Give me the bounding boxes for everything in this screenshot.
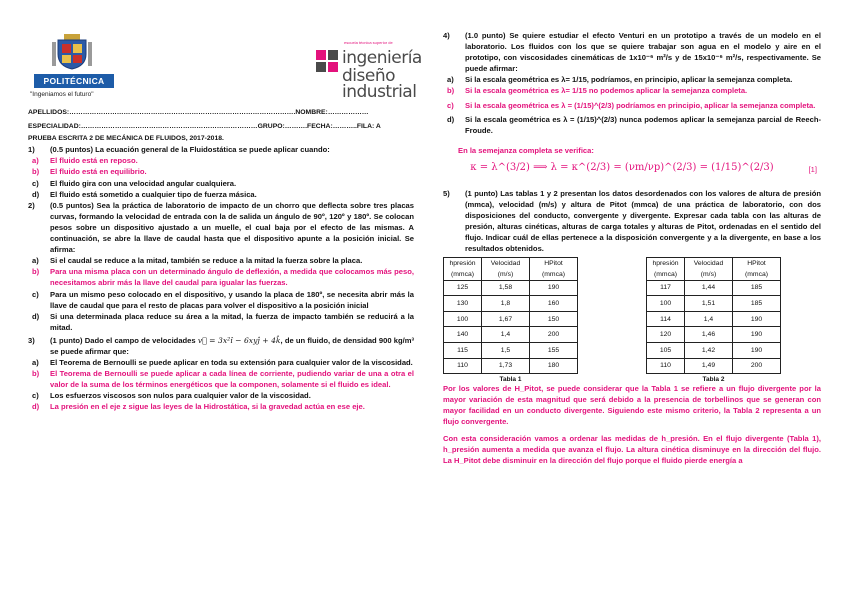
table-row: 115 1,5 155	[444, 343, 578, 359]
exam-title: PRUEBA ESCRITA 2 DE MECÁNICA DE FLUIDOS, 2017-2018.	[28, 135, 224, 143]
q1-option-a: a) El fluido está en reposo.	[32, 156, 138, 166]
q3-option-d: d) La presión en el eje z sigue las leyes de la Hidrostática, si la gravedad actúa en ese eje.	[32, 402, 365, 412]
table-row: 130 1,8 160	[444, 296, 578, 312]
q1-number: 1)	[28, 145, 35, 155]
q1-option-d: d) El fluido está sometido a cualquier tipo de fuerza másica.	[32, 189, 257, 199]
table-1-block	[443, 257, 578, 386]
question-4	[443, 30, 821, 74]
q1-option-b: b) El fluido está en equilibrio.	[32, 167, 147, 177]
table-row: 140 1,4 200	[444, 327, 578, 343]
table-2-header-cell: hpresión (mmca)	[647, 257, 685, 280]
table-row: 110 1,73 180	[444, 358, 578, 374]
q4-equation-ref: [1]	[808, 164, 817, 174]
school-logo-mark	[314, 46, 340, 86]
q3-velocity-field: v⃗ = 3x²î − 6xyĵ + 4k̂	[197, 335, 281, 345]
q4-equation-row	[443, 158, 821, 182]
table-1-header-cell: hpresión (mmca)	[444, 257, 482, 280]
school-logo-line-3: industrial	[342, 82, 417, 102]
question-3	[28, 335, 414, 357]
table-1-header-cell: Velocidad (m/s)	[482, 257, 530, 280]
q2-option-a: a) Si el caudal se reduce a la mitad, también se reduce a la mitad la fuerza sobre la placa.	[32, 256, 363, 266]
table-row: 100 1,67 150	[444, 311, 578, 327]
apellidos-line: APELLIDOS:……………………………………………………………………………………….NOMBRE:………………	[28, 109, 369, 116]
q3-option-c: c) Los esfuerzos viscosos son nulos para cualquier valor de la viscosidad.	[32, 391, 311, 401]
q1-text: (0.5 puntos) La ecuación general de la Fluidostática se puede aplicar cuando:	[50, 145, 330, 155]
q5-tables	[443, 257, 821, 383]
table-row: 105 1,42 190	[647, 343, 781, 359]
table-row: 117 1,44 185	[647, 280, 781, 296]
school-logo	[314, 38, 422, 102]
table-2-block	[646, 257, 781, 386]
q2-option-c: c) Para un mismo peso colocado en el dispositivo, y usando la placa de 180º, se necesita abrir más la llave de caudal que para el resto de placas para volver el dispositivo a la posición inicial	[32, 289, 414, 310]
table-2-header-cell: HPitot (mmca)	[733, 257, 781, 280]
left-column	[28, 107, 414, 413]
university-tagline: "Ingeniamos el futuro"	[30, 91, 94, 98]
right-column	[443, 30, 821, 466]
table-row: 100 1,51 185	[647, 296, 781, 312]
table-1	[443, 257, 578, 375]
table-1-caption: Tabla 1	[499, 376, 522, 384]
table-2-caption: Tabla 2	[702, 376, 725, 384]
q4-option-c: c) Si la escala geométrica es λ = (1/15)^(2/3) podríamos en principio, aplicar la semejanza completa.	[447, 100, 816, 110]
table-1-header-cell: HPitot (mmca)	[530, 257, 578, 280]
q4-text: (1.0 punto) Se quiere estudiar el efecto Venturi en un prototipo a través de un modelo en el laboratorio. Los fluidos con los que se quiere trabajar son agua en el modelo y aire en el prototipo, con viscosidades cinemáticas de 1x10⁻⁶ m²/s y de 15x10⁻⁶ m²/s, respectivamente. Se puede afirmar:	[465, 31, 821, 74]
school-logo-line-1: ingeniería	[342, 48, 422, 68]
q5-number: 5)	[443, 188, 450, 198]
q4-option-a: a) Si la escala geométrica es λ= 1/15, podríamos, en principio, aplicar la semejanza completa.	[447, 75, 793, 85]
q4-solution-intro: En la semejanza completa se verifica:	[458, 145, 594, 155]
q2-text: (0.5 puntos) Sea la práctica de laboratorio de impacto de un chorro que deflecta sobre tres placas curvas, formando la velocidad de entrada con la de salida un ángulo de 90º, 120º y 180º. Se colocan pesos sobre un dispositivo ajustado a un muelle, el cual baja por el efecto de las mismas. A continuación, se abre la llave de caudal hasta que el dispositivo apunte a la posición inicial. Se afirma:	[50, 200, 414, 255]
university-brand: POLITÉCNICA	[34, 74, 114, 88]
question-5	[443, 188, 821, 255]
table-row: 125 1,58 190	[444, 280, 578, 296]
q3-option-b: b) El Teorema de Bernoulli se puede aplicar a cada línea de corriente, pudiendo variar de una a otra el valor de la suma de los términos energéticos que la componen, solamente si el fluido es ideal.	[32, 369, 414, 390]
q4-option-d: d) Si la escala geométrica es λ = (1/15)^(2/3) nunca podemos aplicar la semejanza parcial de Reech-Froude.	[447, 114, 821, 135]
table-row: 114 1,4 190	[647, 311, 781, 327]
q3-number: 3)	[28, 335, 35, 345]
school-logo-small: escuela técnica superior de	[344, 40, 393, 45]
q2-number: 2)	[28, 200, 35, 210]
q5-answer-paragraph-2: Con esta consideración vamos a ordenar las medidas de h_presión. En el flujo divergente (Tabla 1), h_presión aumenta a medida que avanza el flujo. La altura cinética disminuye en la dirección del flujo. La H_Pitot debe disminuir en la dirección del flujo porque el fluido pierde energía a	[443, 433, 821, 466]
q5-text: (1 punto) Las tablas 1 y 2 presentan los datos desordenados con los valores de altura de presión (mmca), velocidad (m/s) y altura de Pitot (mmca) de una práctica de laboratorio, con dos disposiciones del conducto, convergente y divergente. Expresar cada tabla con las alturas de presión, alturas cinéticas, alturas de carga totales y alturas de Pitot, ordenadas en el sentido del flujo. Indicar cuál de ellas pertenece a la disposición convergente y a la divergente, en base a los resultados obtenidos.	[465, 188, 821, 254]
q3-text-before: (1 punto) Dado el campo de velocidades	[50, 335, 196, 345]
q4-equation: κ = λ^(3/2) ⟹ λ = κ^(2/3) = (νm/νp)^(2/3) = (1/15)^(2/3)	[470, 161, 774, 173]
question-1	[28, 144, 414, 155]
q1-option-c: c) El fluido gira con una velocidad angular cualquiera.	[32, 178, 237, 188]
q4-number: 4)	[443, 31, 450, 40]
q4-option-b: b) Si la escala geométrica es λ= 1/15 no podemos aplicar la semejanza completa.	[447, 86, 748, 96]
especialidad-line: ESPECIALIDAD:……………………………………………………………………GRUPO:……….FECHA:………..FILA: A	[28, 123, 381, 131]
question-2	[28, 200, 414, 255]
table-row: 120 1,46 190	[647, 327, 781, 343]
q3-option-a: a) El Teorema de Bernoulli se puede aplicar en toda su extensión para cualquier valor de la viscosidad.	[32, 358, 413, 368]
school-logo-line-2: diseño	[342, 66, 396, 86]
q3-text-after: , de un fluido, de densidad 900 kg/m³ se puede afirmar que:	[50, 335, 414, 356]
table-2	[646, 257, 781, 375]
q2-option-b: b) Para una misma placa con un determinado ángulo de deflexión, a medida que colocamos más peso, necesitamos abrir más la llave del caudal para igualar las fuerzas.	[32, 267, 414, 288]
q2-option-d: d) Si una determinada placa reduce su área a la mitad, la fuerza de impacto también se reducirá a la mitad.	[32, 311, 414, 332]
table-2-header	[647, 257, 781, 280]
table-1-header	[444, 257, 578, 280]
table-row: 110 1,49 200	[647, 358, 781, 374]
q5-answer-paragraph-1: Por los valores de H_Pitot, se puede considerar que la Tabla 1 se refiere a un flujo divergente por la mayor variación de esta magnitud que será debido a la presencia de torbellinos que se generan con mayor facilidad en un conducto divergente. Siguiendo este mismo criterio, la Tabla 2 representa a un flujo convergente.	[443, 383, 821, 426]
table-2-header-cell: Velocidad (m/s)	[685, 257, 733, 280]
upm-crest-logo	[50, 32, 94, 70]
